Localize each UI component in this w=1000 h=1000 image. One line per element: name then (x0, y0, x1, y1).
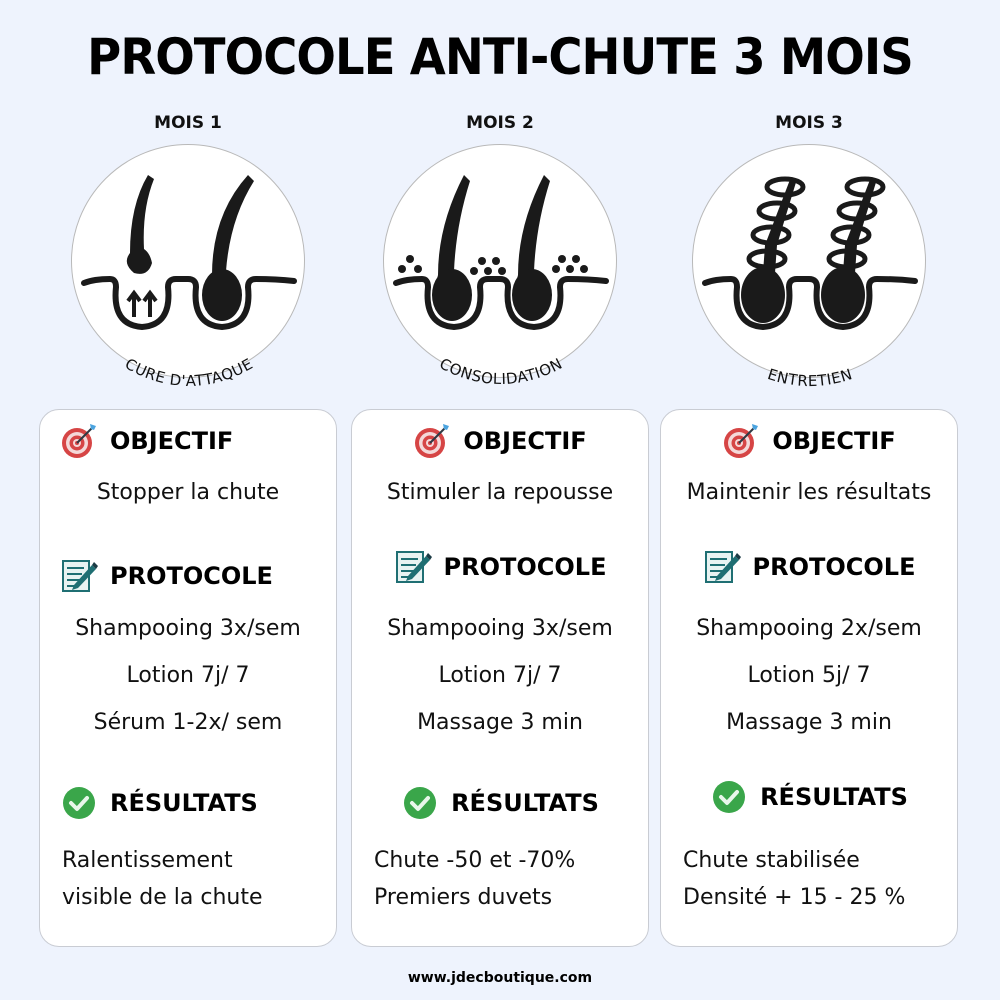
objectif-text: Stopper la chute (96, 480, 280, 505)
protocole-item: Shampooing 2x/sem (696, 616, 922, 641)
svg-text:ENTRETIEN: ENTRETIEN (765, 365, 855, 391)
month-label: MOIS 2 (466, 113, 534, 133)
resultats-heading: RÉSULTATS (40, 784, 336, 822)
protocole-item: Massage 3 min (726, 710, 892, 735)
month-column-3 (654, 0, 964, 1000)
phase-label (693, 145, 927, 405)
month-column-1 (33, 0, 343, 1000)
target-icon (722, 422, 760, 460)
protocole-heading: PROTOCOLE (661, 548, 957, 586)
protocole-item: Lotion 7j/ 7 (126, 663, 250, 688)
month-card (39, 409, 337, 947)
protocole-item: Lotion 5j/ 7 (747, 663, 871, 688)
resultats-heading: RÉSULTATS (352, 784, 648, 822)
target-icon (60, 422, 98, 460)
objectif-text: Maintenir les résultats (686, 480, 932, 505)
notepad-pen-icon (703, 548, 741, 586)
phase-label (384, 145, 618, 405)
resultats-text: Ralentissement visible de la chute (62, 848, 263, 910)
svg-text:CURE D'ATTAQUE: CURE D'ATTAQUE (122, 354, 257, 391)
svg-text:CONSOLIDATION: CONSOLIDATION (436, 354, 566, 389)
protocole-item: Sérum 1-2x/ sem (93, 710, 283, 735)
resultats-text: Chute -50 et -70% Premiers duvets (374, 848, 576, 910)
month-label: MOIS 3 (775, 113, 843, 133)
phase-illustration (383, 144, 617, 389)
notepad-pen-icon (394, 548, 432, 586)
month-card (660, 409, 958, 947)
website-link[interactable]: www.jdecboutique.com (407, 970, 593, 986)
protocole-item: Lotion 7j/ 7 (438, 663, 562, 688)
protocole-item: Shampooing 3x/sem (75, 616, 301, 641)
month-column-2 (345, 0, 655, 1000)
phase-illustration (692, 144, 926, 391)
month-card (351, 409, 649, 947)
objectif-heading: OBJECTIF (352, 422, 648, 460)
notepad-pen-icon (60, 557, 98, 595)
target-icon (413, 422, 451, 460)
page-title: PROTOCOLE ANTI-CHUTE 3 MOIS (87, 28, 913, 86)
protocole-heading: PROTOCOLE (352, 548, 648, 586)
phase-illustration (71, 144, 305, 391)
check-circle-icon (401, 784, 439, 822)
month-label: MOIS 1 (154, 113, 222, 133)
resultats-heading: RÉSULTATS (661, 778, 957, 816)
protocole-heading: PROTOCOLE (40, 557, 336, 595)
resultats-text: Chute stabilisée Densité + 15 - 25 % (683, 848, 906, 910)
objectif-heading: OBJECTIF (40, 422, 336, 460)
protocole-item: Shampooing 3x/sem (387, 616, 613, 641)
phase-label (72, 145, 306, 405)
check-circle-icon (60, 784, 98, 822)
objectif-heading: OBJECTIF (661, 422, 957, 460)
protocole-item: Massage 3 min (417, 710, 583, 735)
check-circle-icon (710, 778, 748, 816)
objectif-text: Stimuler la repousse (386, 480, 614, 505)
